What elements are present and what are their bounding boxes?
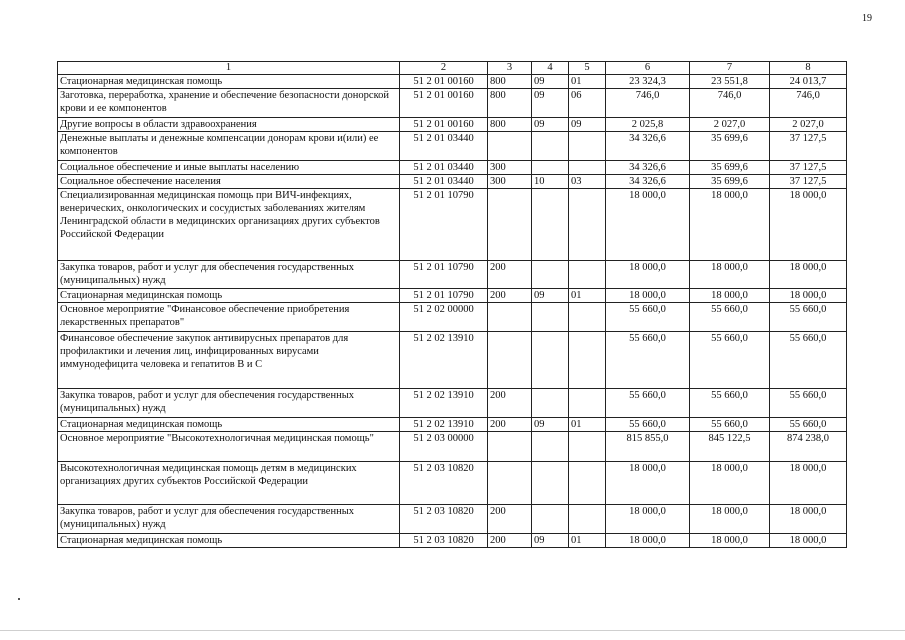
cell-name: Специализированная медицинская помощь при ВИЧ-инфекциях, венерических, онкологических и сосудистых заболеваниях жителям Ленинградской области в медицинских организациях других субъектов Российской Федерации bbox=[58, 189, 400, 261]
cell-target-code: 51 2 02 00000 bbox=[400, 303, 488, 332]
cell-amount-1: 2 025,8 bbox=[606, 118, 690, 132]
cell-section: 09 bbox=[532, 89, 569, 118]
cell-section bbox=[532, 389, 569, 418]
cell-amount-2: 18 000,0 bbox=[690, 261, 770, 289]
header-cell-expense-type: 3 bbox=[488, 62, 532, 75]
cell-section: 09 bbox=[532, 118, 569, 132]
cell-name: Высокотехнологичная медицинская помощь детям в медицинских организациях других субъектов Российской Федерации bbox=[58, 462, 400, 505]
cell-amount-3: 24 013,7 bbox=[770, 75, 847, 89]
header-row bbox=[58, 62, 847, 75]
cell-subsection bbox=[569, 189, 606, 261]
cell-expense-type: 200 bbox=[488, 289, 532, 303]
table-body bbox=[58, 75, 847, 548]
table-row bbox=[58, 332, 847, 389]
cell-amount-2: 23 551,8 bbox=[690, 75, 770, 89]
scan-artifact-dot bbox=[18, 598, 20, 600]
cell-amount-1: 55 660,0 bbox=[606, 389, 690, 418]
cell-subsection bbox=[569, 303, 606, 332]
cell-amount-3: 55 660,0 bbox=[770, 389, 847, 418]
cell-amount-3: 18 000,0 bbox=[770, 289, 847, 303]
cell-name: Денежные выплаты и денежные компенсации донорам крови и(или) ее компонентов bbox=[58, 132, 400, 161]
cell-section bbox=[532, 261, 569, 289]
cell-section bbox=[532, 303, 569, 332]
cell-expense-type: 200 bbox=[488, 505, 532, 534]
cell-amount-3: 37 127,5 bbox=[770, 161, 847, 175]
cell-amount-3: 18 000,0 bbox=[770, 189, 847, 261]
cell-target-code: 51 2 02 13910 bbox=[400, 418, 488, 432]
cell-amount-3: 746,0 bbox=[770, 89, 847, 118]
table-row bbox=[58, 161, 847, 175]
header-cell-subsection: 5 bbox=[569, 62, 606, 75]
cell-target-code: 51 2 01 10790 bbox=[400, 289, 488, 303]
cell-name: Социальное обеспечение населения bbox=[58, 175, 400, 189]
cell-section bbox=[532, 332, 569, 389]
cell-amount-1: 34 326,6 bbox=[606, 132, 690, 161]
cell-amount-1: 815 855,0 bbox=[606, 432, 690, 462]
cell-subsection bbox=[569, 332, 606, 389]
cell-amount-1: 34 326,6 bbox=[606, 161, 690, 175]
cell-subsection bbox=[569, 389, 606, 418]
cell-amount-3: 18 000,0 bbox=[770, 462, 847, 505]
table-row bbox=[58, 118, 847, 132]
cell-name: Закупка товаров, работ и услуг для обеспечения государственных (муниципальных) нужд bbox=[58, 505, 400, 534]
cell-target-code: 51 2 01 03440 bbox=[400, 175, 488, 189]
cell-expense-type bbox=[488, 332, 532, 389]
cell-subsection: 01 bbox=[569, 289, 606, 303]
cell-subsection bbox=[569, 432, 606, 462]
cell-expense-type bbox=[488, 462, 532, 505]
cell-amount-3: 37 127,5 bbox=[770, 132, 847, 161]
cell-subsection bbox=[569, 261, 606, 289]
cell-expense-type: 200 bbox=[488, 261, 532, 289]
cell-target-code: 51 2 03 10820 bbox=[400, 505, 488, 534]
cell-section bbox=[532, 132, 569, 161]
cell-amount-3: 18 000,0 bbox=[770, 505, 847, 534]
cell-subsection: 01 bbox=[569, 418, 606, 432]
cell-amount-2: 18 000,0 bbox=[690, 462, 770, 505]
cell-amount-2: 35 699,6 bbox=[690, 161, 770, 175]
table-row bbox=[58, 75, 847, 89]
cell-amount-2: 18 000,0 bbox=[690, 505, 770, 534]
cell-amount-1: 746,0 bbox=[606, 89, 690, 118]
cell-expense-type bbox=[488, 432, 532, 462]
cell-subsection bbox=[569, 462, 606, 505]
cell-expense-type: 200 bbox=[488, 418, 532, 432]
cell-amount-2: 55 660,0 bbox=[690, 303, 770, 332]
cell-section: 09 bbox=[532, 418, 569, 432]
cell-section: 10 bbox=[532, 175, 569, 189]
cell-amount-3: 18 000,0 bbox=[770, 534, 847, 548]
cell-expense-type: 200 bbox=[488, 534, 532, 548]
cell-name: Финансовое обеспечение закупок антивирусных препаратов для профилактики и лечения лиц, инфицированных вирусами иммунодефицита человека и гепатитов В и С bbox=[58, 332, 400, 389]
cell-amount-1: 18 000,0 bbox=[606, 462, 690, 505]
cell-target-code: 51 2 03 00000 bbox=[400, 432, 488, 462]
cell-amount-1: 55 660,0 bbox=[606, 332, 690, 389]
cell-expense-type: 800 bbox=[488, 75, 532, 89]
cell-amount-2: 845 122,5 bbox=[690, 432, 770, 462]
cell-subsection: 01 bbox=[569, 75, 606, 89]
cell-target-code: 51 2 01 10790 bbox=[400, 261, 488, 289]
cell-target-code: 51 2 03 10820 bbox=[400, 534, 488, 548]
table-row bbox=[58, 534, 847, 548]
cell-amount-3: 55 660,0 bbox=[770, 303, 847, 332]
cell-name: Основное мероприятие "Финансовое обеспечение приобретения лекарственных препаратов" bbox=[58, 303, 400, 332]
cell-target-code: 51 2 01 10790 bbox=[400, 189, 488, 261]
header-cell-amount-1: 6 bbox=[606, 62, 690, 75]
cell-section: 09 bbox=[532, 289, 569, 303]
cell-amount-2: 35 699,6 bbox=[690, 132, 770, 161]
page-number: 19 bbox=[862, 13, 872, 24]
cell-amount-3: 55 660,0 bbox=[770, 418, 847, 432]
table-row bbox=[58, 462, 847, 505]
cell-subsection bbox=[569, 161, 606, 175]
cell-subsection: 01 bbox=[569, 534, 606, 548]
cell-name: Заготовка, переработка, хранение и обеспечение безопасности донорской крови и ее компонентов bbox=[58, 89, 400, 118]
cell-amount-2: 55 660,0 bbox=[690, 418, 770, 432]
cell-amount-2: 18 000,0 bbox=[690, 189, 770, 261]
cell-amount-1: 55 660,0 bbox=[606, 418, 690, 432]
cell-amount-2: 2 027,0 bbox=[690, 118, 770, 132]
header-cell-amount-3: 8 bbox=[770, 62, 847, 75]
cell-amount-1: 18 000,0 bbox=[606, 289, 690, 303]
cell-name: Стационарная медицинская помощь bbox=[58, 534, 400, 548]
cell-expense-type: 300 bbox=[488, 175, 532, 189]
table-row bbox=[58, 418, 847, 432]
cell-subsection: 06 bbox=[569, 89, 606, 118]
cell-name: Закупка товаров, работ и услуг для обеспечения государственных (муниципальных) нужд bbox=[58, 261, 400, 289]
header-cell-amount-2: 7 bbox=[690, 62, 770, 75]
cell-target-code: 51 2 03 10820 bbox=[400, 462, 488, 505]
cell-section bbox=[532, 161, 569, 175]
table-row bbox=[58, 303, 847, 332]
cell-target-code: 51 2 01 00160 bbox=[400, 118, 488, 132]
cell-amount-3: 55 660,0 bbox=[770, 332, 847, 389]
cell-subsection: 09 bbox=[569, 118, 606, 132]
cell-name: Закупка товаров, работ и услуг для обеспечения государственных (муниципальных) нужд bbox=[58, 389, 400, 418]
cell-name: Основное мероприятие "Высокотехнологичная медицинская помощь" bbox=[58, 432, 400, 462]
cell-amount-1: 55 660,0 bbox=[606, 303, 690, 332]
cell-expense-type: 800 bbox=[488, 118, 532, 132]
cell-name: Социальное обеспечение и иные выплаты населению bbox=[58, 161, 400, 175]
cell-section bbox=[532, 462, 569, 505]
cell-section bbox=[532, 505, 569, 534]
cell-amount-3: 874 238,0 bbox=[770, 432, 847, 462]
cell-amount-2: 35 699,6 bbox=[690, 175, 770, 189]
table-row bbox=[58, 389, 847, 418]
table-row bbox=[58, 432, 847, 462]
cell-target-code: 51 2 01 03440 bbox=[400, 161, 488, 175]
cell-expense-type: 800 bbox=[488, 89, 532, 118]
cell-target-code: 51 2 02 13910 bbox=[400, 332, 488, 389]
cell-name: Стационарная медицинская помощь bbox=[58, 289, 400, 303]
cell-target-code: 51 2 02 13910 bbox=[400, 389, 488, 418]
cell-name: Другие вопросы в области здравоохранения bbox=[58, 118, 400, 132]
cell-section bbox=[532, 189, 569, 261]
table-row bbox=[58, 261, 847, 289]
cell-amount-1: 18 000,0 bbox=[606, 505, 690, 534]
table-row bbox=[58, 175, 847, 189]
cell-amount-2: 55 660,0 bbox=[690, 332, 770, 389]
header-cell-section: 4 bbox=[532, 62, 569, 75]
table-row bbox=[58, 132, 847, 161]
cell-amount-1: 18 000,0 bbox=[606, 534, 690, 548]
cell-section bbox=[532, 432, 569, 462]
header-cell-name: 1 bbox=[58, 62, 400, 75]
table-row bbox=[58, 89, 847, 118]
cell-target-code: 51 2 01 00160 bbox=[400, 75, 488, 89]
cell-amount-3: 37 127,5 bbox=[770, 175, 847, 189]
cell-amount-3: 18 000,0 bbox=[770, 261, 847, 289]
header-cell-code: 2 bbox=[400, 62, 488, 75]
cell-amount-1: 18 000,0 bbox=[606, 189, 690, 261]
cell-amount-2: 55 660,0 bbox=[690, 389, 770, 418]
cell-amount-2: 746,0 bbox=[690, 89, 770, 118]
cell-target-code: 51 2 01 00160 bbox=[400, 89, 488, 118]
cell-name: Стационарная медицинская помощь bbox=[58, 418, 400, 432]
table-row bbox=[58, 289, 847, 303]
cell-expense-type bbox=[488, 303, 532, 332]
cell-section: 09 bbox=[532, 75, 569, 89]
cell-amount-1: 34 326,6 bbox=[606, 175, 690, 189]
budget-table bbox=[57, 61, 847, 548]
cell-section: 09 bbox=[532, 534, 569, 548]
cell-expense-type: 200 bbox=[488, 389, 532, 418]
page-bottom-edge bbox=[0, 630, 905, 631]
cell-name: Стационарная медицинская помощь bbox=[58, 75, 400, 89]
cell-amount-2: 18 000,0 bbox=[690, 289, 770, 303]
cell-subsection: 03 bbox=[569, 175, 606, 189]
cell-expense-type bbox=[488, 189, 532, 261]
table-row bbox=[58, 189, 847, 261]
table-row bbox=[58, 505, 847, 534]
cell-amount-1: 18 000,0 bbox=[606, 261, 690, 289]
cell-subsection bbox=[569, 505, 606, 534]
cell-target-code: 51 2 01 03440 bbox=[400, 132, 488, 161]
cell-expense-type bbox=[488, 132, 532, 161]
cell-expense-type: 300 bbox=[488, 161, 532, 175]
cell-amount-3: 2 027,0 bbox=[770, 118, 847, 132]
cell-subsection bbox=[569, 132, 606, 161]
cell-amount-2: 18 000,0 bbox=[690, 534, 770, 548]
cell-amount-1: 23 324,3 bbox=[606, 75, 690, 89]
